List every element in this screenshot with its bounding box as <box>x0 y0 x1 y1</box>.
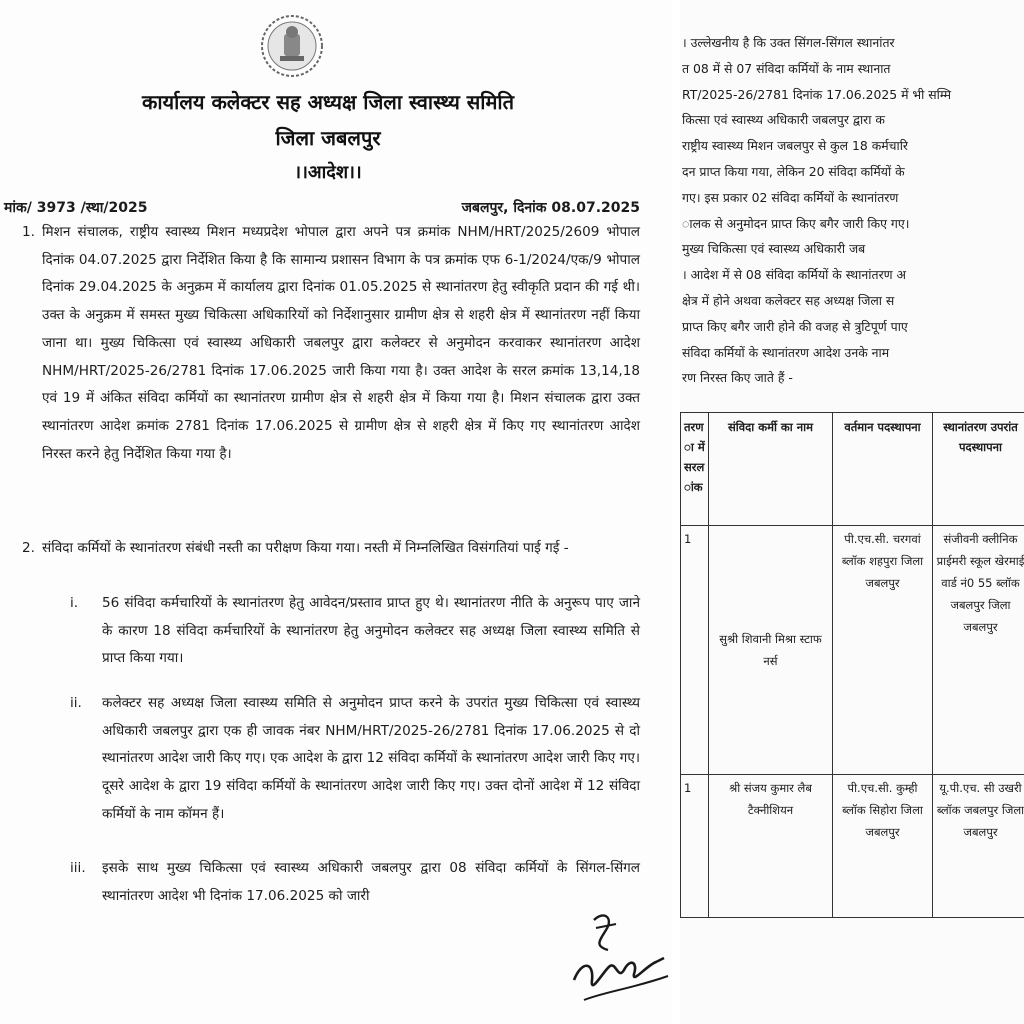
text-line: त 08 में से 07 संविदा कर्मियों के नाम स्थानात <box>682 60 891 76</box>
subpoint-text: 56 संविदा कर्मचारियों के स्थानांतरण हेतु आवेदन/प्रस्ताव प्राप्त हुए थे। स्थानांतरण नीति के अनुरूप पाए जाने के कारण 18 संविदा कर्मचारियों के स्थानांतरण हेतु अनुमोदन कलेक्टर सह अध्यक्ष जिला स्वास्थ्य समिति से प्राप्त किया गया। <box>102 595 640 667</box>
subpoint-i <box>70 590 640 673</box>
order-place-date: जबलपुर, दिनांक 08.07.2025 <box>461 200 640 216</box>
subpoint-iii <box>70 855 640 910</box>
text-line: राष्ट्रीय स्वास्थ्य मिशन जबलपुर से कुल 18 कर्मचारि <box>682 138 908 154</box>
text-line: संविदा कर्मियों के स्थानांतरण आदेश उनके नाम <box>682 344 890 360</box>
office-title: कार्यालय कलेक्टर सह अध्यक्ष जिला स्वास्थ्य समिति <box>142 90 514 114</box>
government-emblem-seal <box>260 14 324 78</box>
order-reference-line <box>0 198 640 220</box>
text-line: । आदेश में से 08 संविदा कर्मियों के स्थानांतरण अ <box>682 267 907 283</box>
order-page-right <box>680 0 1024 1024</box>
order-number: मांक/ 3973 /स्था/2025 <box>4 200 148 216</box>
paragraph-number: 2. <box>22 540 35 556</box>
transfer-table <box>680 412 1024 918</box>
handwritten-signature <box>564 900 672 1020</box>
subpoint-text: इसके साथ मुख्य चिकित्सा एवं स्वास्थ्य अधिकारी जबलपुर द्वारा 08 संविदा कर्मियों के सिंगल-सिंगल स्थानांतरण आदेश भी दिनांक 17.06.2025 को जारी <box>102 860 640 904</box>
transfer-table-wrapper <box>680 412 1024 932</box>
cell-serial: 1 <box>681 526 709 775</box>
cell-new-posting: यू.पी.एच. सी उखरी ब्लॉक जबलपुर जिला जबलपुर <box>933 775 1024 918</box>
table-header-row <box>681 413 1024 526</box>
paragraph-2 <box>22 535 640 563</box>
table-row <box>681 775 1024 918</box>
cell-employee-name: सुश्री शिवानी मिश्रा स्टाफ नर्स <box>709 526 833 775</box>
text-line: । उल्लेखनीय है कि उक्त सिंगल-सिंगल स्थानांतर <box>682 35 895 50</box>
paragraph-text: मिशन संचालक, राष्ट्रीय स्वास्थ्य मिशन मध्यप्रदेश भोपाल द्वारा अपने पत्र क्रमांक NHM/HRT/2025/2609 भोपाल दिनांक 04.07.2025 द्वारा निर्देशित किया है कि सामान्य प्रशासन विभाग के पत्र क्रमांक एफ 6-1/2024/एक/9 भोपाल दिनांक 29.04.2025 के अनुक्रम में कार्यालय द्वारा दिनांक 01.05.2025 से स्थानांतरण हेतु स्वीकृति प्रदान की गई थी। उक्त के अनुक्रम में समस्त मुख्य चिकित्सा अधिकारियों को निर्देशानुसार ग्रामीण क्षेत्र से शहरी क्षेत्र में स्थानांतरण नहीं किया जाना था। मुख्य चिकित्सा एवं स्वास्थ्य अधिकारी जबलपुर द्वारा कलेक्टर से अनुमोदन करवाकर स्थानांतरण आदेश NHM/HRT/2025-26/2781 दिनांक 17.06.2025 जारी किया गया है। उक्त आदेश के सरल क्रमांक 13,14,18 एवं 19 में अंकित संविदा कर्मियों का स्थानांतरण ग्रामीण क्षेत्र से शहरी क्षेत्र में किया गया है। मिशन संचालक द्वारा उक्त स्थानांतरण आदेश क्रमांक 2781 दिनांक 17.06.2025 से ग्रामीण क्षेत्र से शहरी क्षेत्र में किए गए स्थानांतरण आदेश निरस्त करने हेतु निर्देशित किया गया है। <box>42 224 640 462</box>
header-new-posting: स्थानांतरण उपरांत पदस्थापना <box>933 413 1024 526</box>
subpoint-text: कलेक्टर सह अध्यक्ष जिला स्वास्थ्य समिति से अनुमोदन प्राप्त करने के उपरांत मुख्य चिकित्सा एवं स्वास्थ्य अधिकारी जबलपुर द्वारा एक ही जावक नंबर NHM/HRT/2025-26/2781 दिनांक 17.06.2025 से दो स्थानांतरण आदेश जारी किए गए। एक आदेश के द्वारा 12 संविदा कर्मियों के स्थानांतरण आदेश जारी किए गए। दूसरे आदेश के द्वारा 19 संविदा कर्मियों के स्थानांतरण आदेश जारी किए गए। उक्त दोनों आदेश में 12 संविदा कर्मियों के नाम कॉमन हैं। <box>102 695 640 822</box>
table-row <box>681 526 1024 775</box>
cell-serial: 1 <box>681 775 709 918</box>
subpoint-number: ii. <box>70 695 82 711</box>
cell-employee-name: श्री संजय कुमार लैब टैक्नीशियन <box>709 775 833 918</box>
subpoint-ii <box>70 690 640 829</box>
text-line: क्षेत्र में होने अथवा कलेक्टर सह अध्यक्ष जिला स <box>682 292 895 308</box>
text-line: गए। इस प्रकार 02 संविदा कर्मियों के स्थानांतरण <box>682 189 899 205</box>
header-serial: तरण ा में सरल ांक <box>681 413 709 526</box>
subpoint-number: i. <box>70 595 79 611</box>
header-current-posting: वर्तमान पदस्थापना <box>833 413 933 526</box>
subpoint-number: iii. <box>70 860 86 876</box>
text-line: कित्सा एवं स्वास्थ्य अधिकारी जबलपुर द्वारा क <box>682 112 885 128</box>
text-line: रण निरस्त किए जाते हैं - <box>682 370 793 386</box>
text-line: मुख्य चिकित्सा एवं स्वास्थ्य अधिकारी जब <box>682 241 866 257</box>
text-line: दन प्राप्त किया गया, लेकिन 20 संविदा कर्मियों के <box>682 163 905 179</box>
district-title: जिला जबलपुर <box>275 126 381 150</box>
cell-current-posting: पी.एच.सी. चरगवां ब्लॉक शहपुरा जिला जबलपुर <box>833 526 933 775</box>
header-employee-name: संविदा कर्मी का नाम <box>709 413 833 526</box>
order-title: ।।आदेश।। <box>294 162 362 183</box>
cell-new-posting: संजीवनी क्लीनिक प्राईमरी स्कूल खेरमाई वार्ड नं0 55 ब्लॉक जबलपुर जिला जबलपुर <box>933 526 1024 775</box>
paragraph-text: संविदा कर्मियों के स्थानांतरण संबंधी नस्ती का परीक्षण किया गया। नस्ती में निम्नलिखित विसंगतियां पाई गई - <box>42 540 569 556</box>
paragraph-1 <box>22 219 640 468</box>
text-line: ालक से अनुमोदन प्राप्त किए बगैर जारी किए गए। <box>682 215 910 231</box>
paragraph-number: 1. <box>22 224 35 240</box>
text-line: प्राप्त किए बगैर जारी होने की वजह से त्रुटिपूर्ण पाए <box>682 318 908 334</box>
continued-text <box>682 30 1018 391</box>
text-line: RT/2025-26/2781 दिनांक 17.06.2025 में भी सम्मि <box>682 86 951 102</box>
cell-current-posting: पी.एच.सी. कुम्ही ब्लॉक सिहोरा जिला जबलपुर <box>833 775 933 918</box>
